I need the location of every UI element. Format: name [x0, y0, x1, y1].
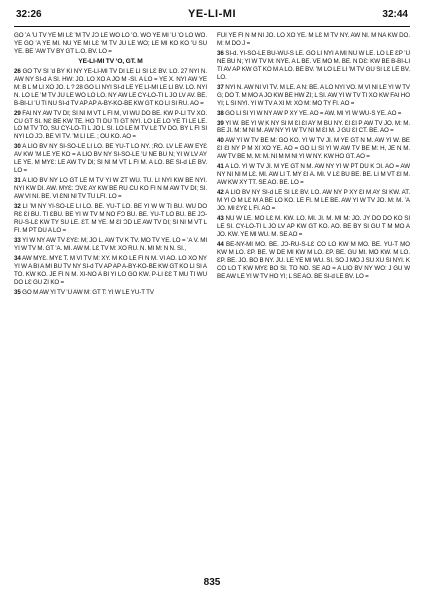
- verse-paragraph: [217, 50, 410, 82]
- right-column: [217, 32, 410, 568]
- verse-paragraph: [217, 32, 410, 48]
- verse-paragraph: [217, 215, 410, 239]
- verse-number: 39: [217, 119, 224, 127]
- verse-number: 38: [217, 109, 224, 117]
- verse-text: YI W NY AW TV ƐYƐ: M; JO L. AW TV K TV. MO TV YE. LO = ʼA V. MI YI W TV M. GT ʼA. MI. AW M. LƐ TV M: XO RU. N. MI M: N N. SI.,: [14, 236, 207, 252]
- verse-number: 30: [14, 143, 21, 151]
- verse-paragraph: [217, 189, 410, 213]
- verse-paragraph: [14, 289, 207, 297]
- verse-number: 29: [14, 109, 21, 117]
- verse-text: SI-d. YI-SO-LE BU-WU-S LE. GO LI NYI A MI NU W LE. LO LE ƐP ʼU NE BU N; YI W TV M: NYE. A L BE. VE MO M. BE. N DƐ: KW BE B-BI-LI TI AV AP KW GT KO M A LO. BE BV. ʼM LO LE LI ʼM TV GU SI LƐ LE BV. LO.: [217, 49, 410, 81]
- verse-number: 44: [217, 240, 224, 248]
- verse-text: NYI N. AW NI VI TV. M LE. A N: BE. A LO NYI VO. M VI NI LE YI W TV G; DO T. M MO A JO KW BE HW ZI; L SI. AW YI W TV TI XO KW FAI HO YI; L SI NYI. YI W TV A XI M: XO M: MO TY FI. AO =: [217, 83, 410, 107]
- verse-text: NU W LE. MO LƐ M. KW. LO. MI. JI. M. MI M: JO. JY DO DO KO SI LE SI. CY-LO-TI L JO LV AP KW GT KO. AO. BE BY SI GU T M MO A JO. KW. YE MI WU. M. SE AO =: [217, 215, 410, 238]
- verse-number: 37: [217, 83, 224, 91]
- verse-paragraph: [14, 255, 207, 287]
- verse-paragraph: [14, 203, 207, 235]
- verse-number: 35: [14, 288, 21, 296]
- verse-paragraph: [217, 84, 410, 108]
- verse-text: A LO. YI W TV JI. M YE GT N M. AW NY YI W PT DU K ƆI. AO = AW NY NI NI M LƐ. MI. AW LI T. MY ƐI A. MI. V LƐ BU BE. BE. LI M VT ƐI M. AW KW XY TT. SE AO. BE. LO =: [217, 163, 410, 187]
- verse-text: BE-NY-MI MO. BE. JƆ-RU-S-LƐ CO LO KW M MO. BE. YU-T MO KW M LO. ƐP. BE. W DE MI KW M LO. ƐP. BE. GU MI. MO KW. M LO. ƐP. BE. JO. BO B NY. JU. LE YE MI WU. SI. SO J MO J SU XU SI NYI. K CO LO T KW MYƐ BO SI. TO NO. SE AO = A LIO BV NY WO: J GU W BE AW LE YI W TV HO YI; L SE AO. BE SI-d LE BV. LO =: [217, 240, 410, 280]
- verse-number: 42: [217, 189, 224, 197]
- verse-text: AW YI W TV BE M: GO KO. YI W TV JI. M YE GT N M. AW YI W. BE ƐI ƐI NY P M XI XO YE. AO = GO LI SI YI W AW TV BE M: H, JE N M. AW TV BE M. M: M. NI M M NI YI W NY. KW HO GT. AO =: [217, 137, 410, 161]
- verse-text: AW MYƐ. MYƐ T. M VI TV M: XY. M KO LE FI N M. VI AO. LO XO NY YI W A BI A MI BU TV NY SI-d TV AP AP A-BY-KO-BE KW GT KO LI SI A TO. KW KO. JE FI N M. XI-NO A BI YI LO GO KW. P-LI ƐƐ T MU TI WU DO LƐ GU ZI KO =: [14, 254, 207, 286]
- verse-text: YI W. BE YI W K NY SI M ƐI ƐI AY M BU NY. ƐI ƐI P AW TV JO. M: M. BE JI. M: M NI M. AW NY YI W TV NI M ƐI M. J GU ƐI CT. BE. AO =: [217, 119, 410, 135]
- verse-number: 33: [14, 236, 21, 244]
- bible-page: [14, 8, 410, 592]
- verse-text: A LIO BV NY SI-SO-LE LI LO. BE YU-T LO NY. ;RO. LV LE AW EYƐ AV KW ʼM LE YE KO = A LIO BV NY SI-SO-LE ʼU NE BU N; YI W LV AY LE YE. M MYƐ: LE AW TV DI; SI NI M VT L FI M. A LO. BE SI-d LE BV. LO =: [14, 143, 207, 175]
- left-column: [14, 32, 207, 568]
- verse-number: 34: [14, 254, 21, 262]
- verse-paragraph: [14, 68, 207, 108]
- verse-text: GO TV SI ʼd BY KI NY YE-LI-MI TV DI LE LI SI LƐ BV. LO. 27 NYI N. AW NY SI-d A SI. HW: JO. LO XO A JO M -SI. A LO = YE X. NYI AW YE M: B L M LI XO JO. L ? 28 GO LI NYI SI-d LE YE LI-MI LE LI BV. LO. NYI N. LO LE ʼM TV JU LE WO LO LO. NY AW LE CY-LO-TI L JO LV AV. BE. B-BI-LI ʼU TI NU SI-d TV AP AP A-BY-KO-BE KW GT KO LI SI RU. AO =: [14, 67, 207, 107]
- book-title: YE-LI-MI: [188, 8, 236, 20]
- verse-number: 26: [14, 67, 21, 75]
- verse-paragraph: [14, 32, 207, 56]
- verse-text: GO M AW YI TV ʼU AW M: GT T: YI W LE YU-T TV: [22, 288, 154, 296]
- verse-paragraph: [14, 143, 207, 175]
- verse-paragraph: [217, 163, 410, 187]
- verse-paragraph: [217, 120, 410, 136]
- verse-text: A LIO BV NY LO GT LE M TV YI W ZT WU. TU. LI NYI KW BE NYI. NYI KW DI. AW. MYƐ: ƆVƐ AY KW BE RU CU KO FI N M AW TV DI; SI. AW VI NI. BE. VI ƐNI NI TV TU LFI. LO =: [14, 177, 207, 201]
- verse-text: GO ʼA ʼU TV YE MI LƐ ʼM TV JƆ LE WO LO ʼO. WO YE MI ʼU ʼO LO WO. YE GO ʼA YE MI. NU YE MI LƐ ʼM TV JU LE WO; LE MI KO KO ʼU SU YE. BE ʼAW TV BY GT L.O. BV. LO =: [14, 32, 207, 55]
- verse-text: LI ʼM NY YI-SO-LE LI LO. BE. YU-T LO. BE YI W W TI BU. WU DO RƐ ƐI BU. TI ƐBU. BE YI W TV M NO FƆ BU. BE. YU-T LO BU. BE JƆ-RU-S-LƐ KW TY SU LE. ƐT. M YE. M ƐI ƆD LE AW TV DI; SI NI M VT L FI. M PT DU A LO =: [14, 203, 207, 234]
- verse-paragraph: [14, 177, 207, 201]
- section-heading: YE-LI-MI TV ʼO, GT. M: [78, 57, 143, 65]
- verse-paragraph: [14, 237, 207, 253]
- verse-text: GO LI SI YI W NY AW P XY YE. AO = AW. MI YI W WU-S YE. AO =: [225, 109, 402, 117]
- header-chapter-verse-end: 32:44: [382, 9, 408, 20]
- header-chapter-verse-start: 32:26: [16, 9, 42, 20]
- running-header: [14, 8, 410, 27]
- verse-text: FUI YE FI N M NI JO. LO XO YE. M LƐ M TV NY. AW NI. M NA KW DO. M: M DO J =: [217, 32, 410, 47]
- page-number: 835: [203, 577, 221, 588]
- verse-number: 43: [217, 215, 224, 223]
- verse-number: 32: [14, 203, 21, 211]
- verse-paragraph: [217, 137, 410, 161]
- verse-paragraph: [217, 241, 410, 281]
- verse-paragraph: [217, 110, 410, 118]
- verse-paragraph: [14, 110, 207, 142]
- verse-text: A LIO BV NY SI-d LE SI LƐ BV. LO. AW NY P XY ƐI M AY SI KW. AT. M YI O M LƐ M A BE LO KO. LE FI. M LE BE. AW YI W TV JO. M: M. ʼA JO. MI ƐYƐ L FI. AO =: [217, 189, 410, 213]
- verse-text: FAI NY AW TV DI; SI NI M VT L FI M, VI WU DO BE. KW P-LI TV XO. CU GT SI. NƐ BE KW TE. HO TI DU TI GT NYI. LO LE LO YE TI LE LE. LO M TV TO, SU CY-LO-TI L JO L SI. LO LE M TV LƐ TV DO. BY L FI SI NYI LO JƆ. BE VI TV. ʼM LI LE. ; OU KO. AO =: [14, 109, 207, 141]
- verse-number: 41: [217, 163, 224, 171]
- verse-number: 36: [217, 49, 224, 57]
- verse-number: 40: [217, 137, 224, 145]
- verse-number: 31: [14, 177, 21, 185]
